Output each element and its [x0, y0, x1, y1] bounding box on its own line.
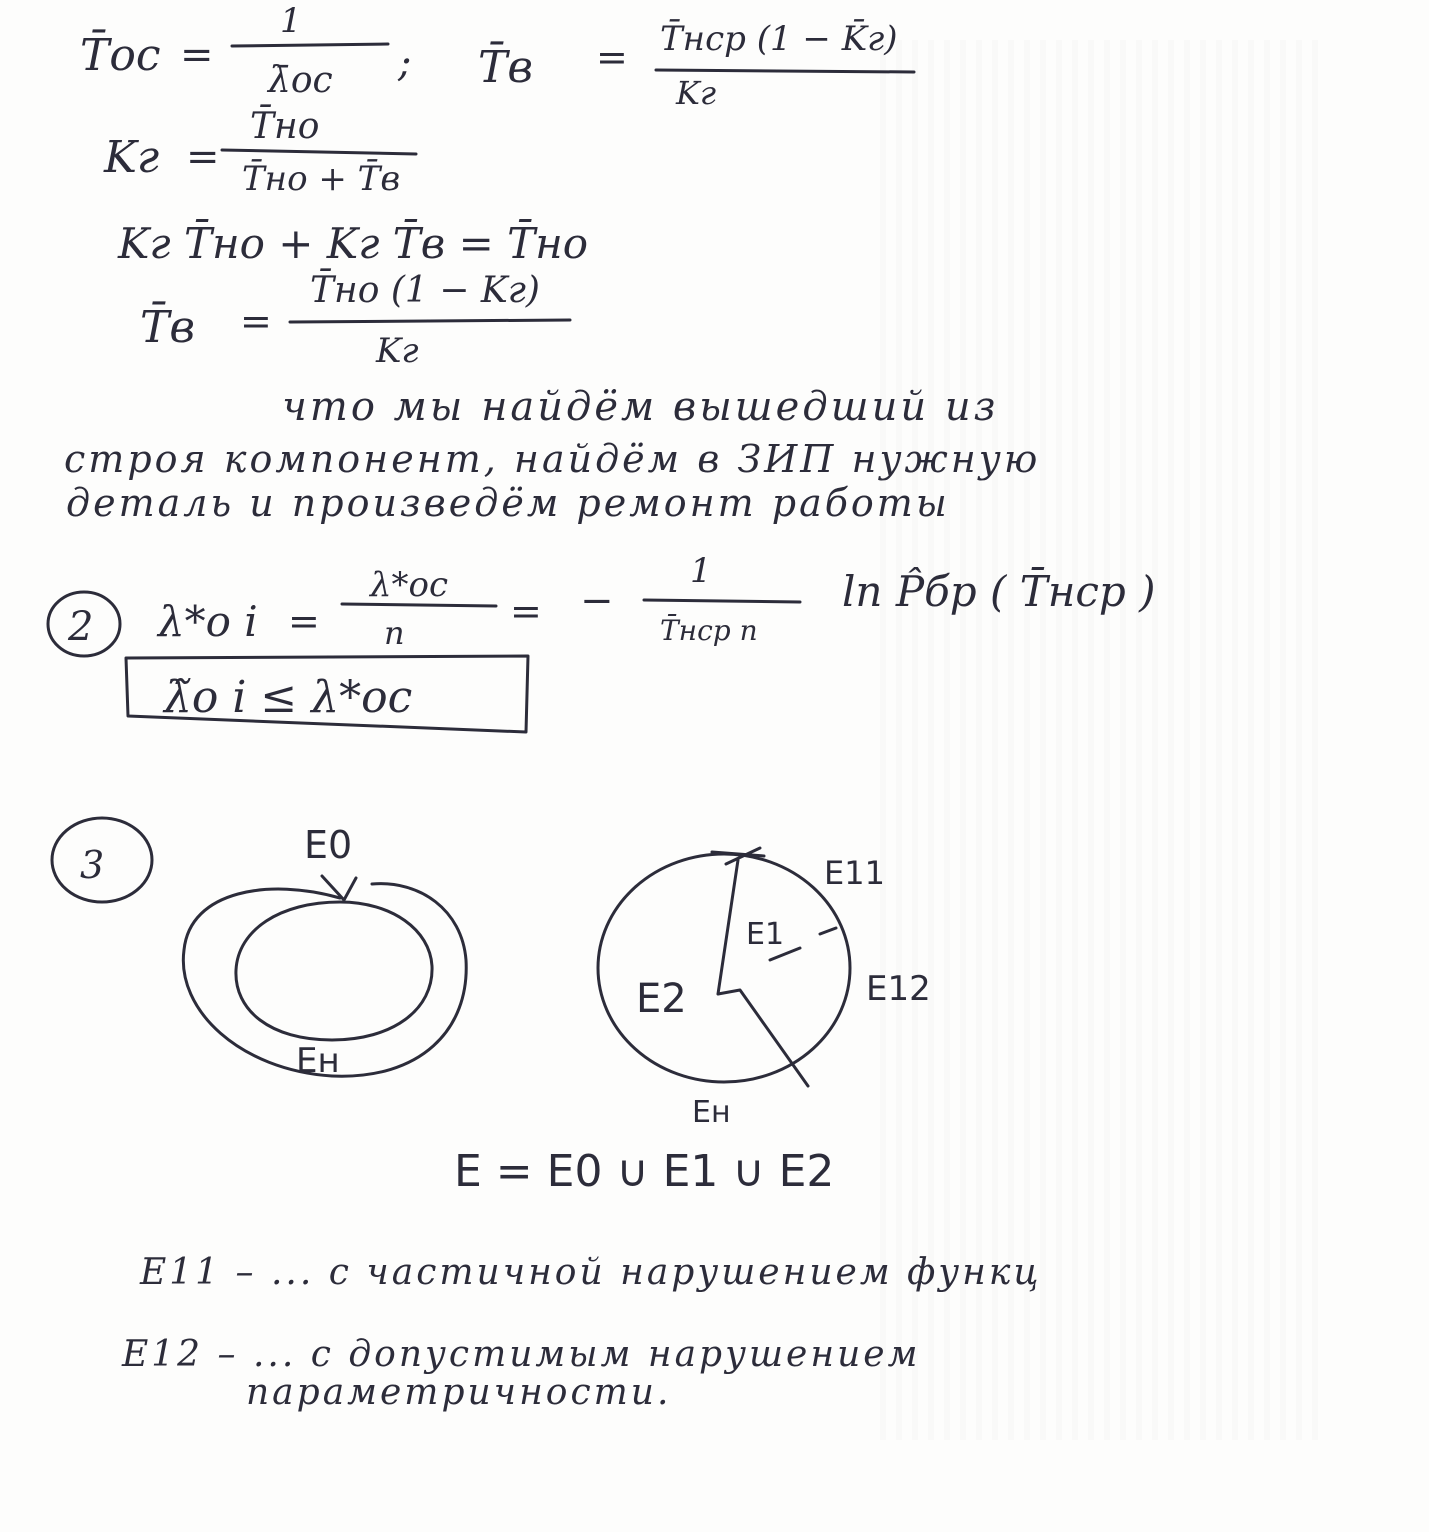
arrow-to-e0: [322, 876, 356, 900]
left-diagram: [183, 823, 466, 1081]
definition-e11: E11 – ... с частичной нарушением функц: [140, 1252, 1042, 1293]
item-2-tail: ln P̂бр ( T̄нср ): [842, 567, 1156, 616]
right-diagram: [598, 848, 931, 1130]
label-e0: E0: [304, 823, 353, 867]
state-space-circle: [598, 854, 850, 1082]
item-3: [52, 818, 1042, 1413]
item-2-fraction-bar-2: [644, 600, 800, 602]
formula-toc-num: 1: [280, 1, 302, 41]
item-2-den2: T̄нср n: [660, 614, 758, 647]
formula-kg-expanded: Kг T̄но + Kг T̄в = T̄но: [118, 219, 589, 268]
note-line-1: что мы найдём вышедший из: [282, 384, 999, 430]
formula-kg-eq: =: [186, 134, 220, 180]
sector-line-up: [718, 860, 738, 994]
formula-tb-top-eq: =: [596, 35, 628, 79]
label-eh-right: Eн: [692, 1095, 731, 1130]
label-eh-left: Eн: [296, 1041, 340, 1081]
definition-e12-continued: параметричности.: [246, 1372, 672, 1413]
label-e12: E12: [866, 969, 931, 1009]
label-e1: E1: [746, 917, 785, 952]
formula-toc: [80, 1, 411, 101]
formula-tb-bottom-num: T̄но (1 − Kг): [310, 270, 540, 311]
formula-toc-separator: ;: [398, 40, 412, 86]
label-e11: E11: [824, 854, 885, 892]
note-line-2: строя компонент, найдём в ЗИП нужную: [64, 437, 1041, 481]
formula-tb-top-fraction-bar: [656, 70, 914, 72]
item-3-number: 3: [80, 843, 105, 887]
formula-tb-bottom-lhs: T̄в: [140, 302, 195, 353]
formula-tb-bottom-den: Kг: [376, 331, 419, 371]
formula-tb-top-num: T̄нср (1 − K̄г): [660, 19, 898, 59]
formula-toc-den: λ̄oc: [268, 60, 333, 101]
item-2-boxed-inequality: λ̃o i ≤ λ*oc: [164, 672, 413, 723]
formula-kg-num: T̄но: [250, 106, 320, 147]
formula-kg: [103, 104, 416, 199]
formula-toc-lhs: T̄oc: [80, 30, 161, 81]
label-e2: E2: [636, 976, 687, 1022]
item-2-num2: 1: [690, 551, 712, 591]
item-2: [48, 551, 1156, 732]
formula-tb-bottom: [140, 268, 570, 371]
sector-line-down: [718, 990, 808, 1086]
formula-tb-top: [478, 18, 914, 112]
state-union-equation: E = E0 ∪ E1 ∪ E2: [454, 1146, 835, 1197]
definition-e12: E12 – ... с допустимым нарушением: [122, 1334, 921, 1375]
formula-toc-fraction-bar: [232, 44, 388, 46]
formula-kg-den: T̄но + T̄в: [242, 159, 401, 199]
item-2-eq1: =: [288, 599, 320, 643]
note-paragraph: [64, 384, 1040, 525]
formula-tb-top-lhs: T̄в: [478, 42, 533, 93]
formula-tb-bottom-eq: =: [240, 299, 272, 343]
item-2-den1: n: [384, 614, 405, 652]
item-2-fraction-bar-1: [342, 604, 496, 606]
formula-kg-lhs: Kг: [104, 132, 160, 183]
item-2-eq2: =: [510, 589, 542, 633]
item-2-number: 2: [68, 604, 94, 650]
formula-toc-eq: =: [180, 32, 214, 78]
formula-kg-fraction-bar: [222, 150, 416, 154]
item-2-lhs: λ*o i: [158, 597, 258, 646]
formula-tb-bottom-fraction-bar: [290, 320, 570, 322]
note-line-3: деталь и произведём ремонт работы: [66, 481, 950, 525]
item-2-minus: −: [580, 578, 614, 624]
sector-mark-2: [820, 928, 836, 934]
item-2-num1: λ*oc: [370, 565, 449, 605]
formula-tb-top-den: Kг: [676, 74, 717, 112]
inner-region: [236, 902, 432, 1040]
